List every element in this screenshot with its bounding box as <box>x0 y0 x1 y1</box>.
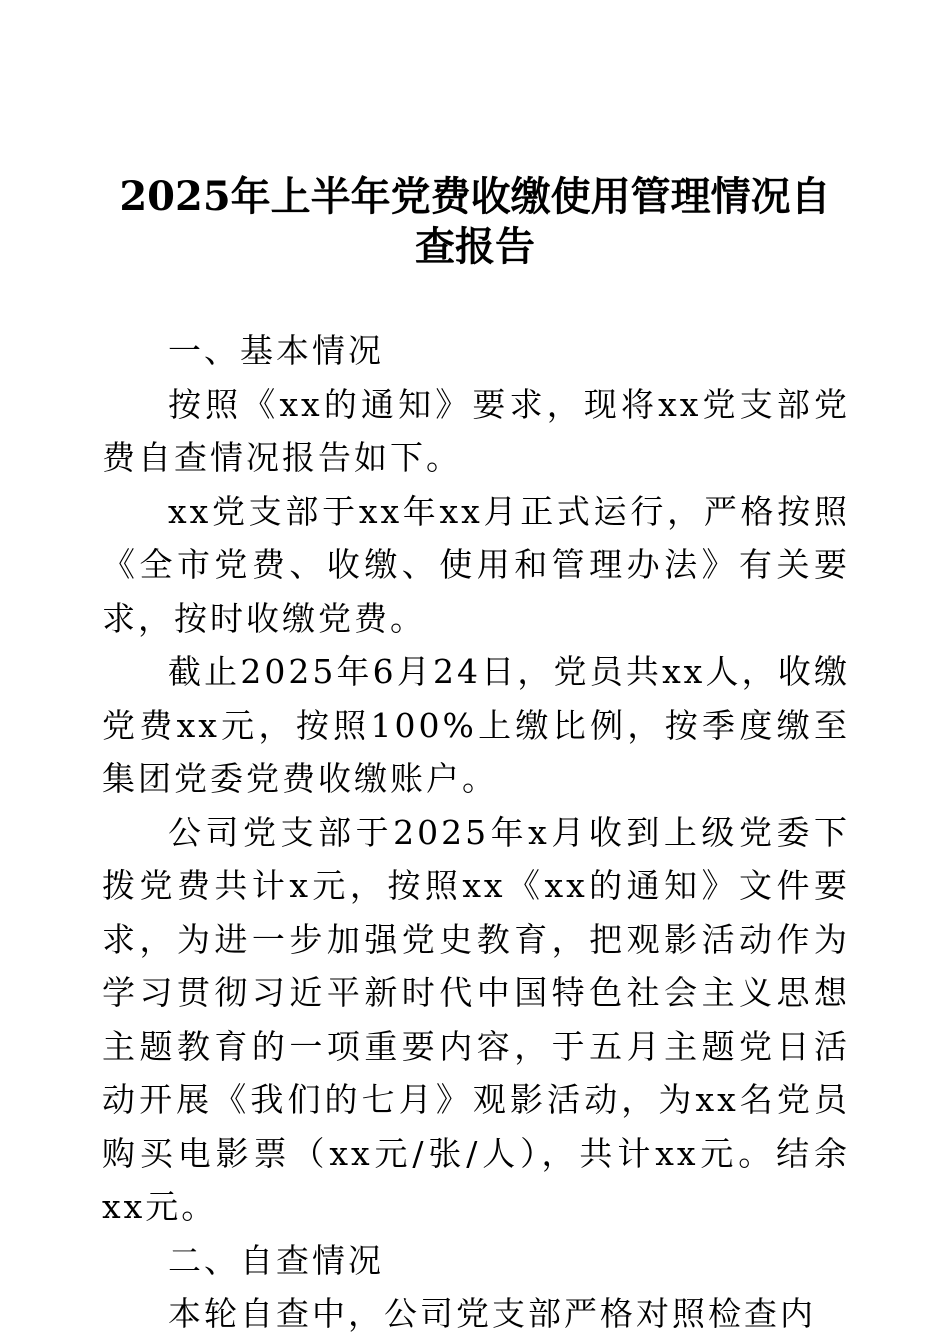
section-heading-basic: 一、基本情况 <box>168 331 384 370</box>
paragraph: 公司党支部于2025年x月收到上级党委下拨党费共计x元，按照xx《xx的通知》文件要求，为进一步加强党史教育，把观影活动作为学习贯彻习近平新时代中国特色社会主义思想主题教育的一项重要内容，于五月主题党日活动开展《我们的七月》观影活动，为xx名党员购买电影票（xx元/张/人），共计xx元。结余xx元。 <box>102 812 850 1226</box>
paragraph: 按照《xx的通知》要求，现将xx党支部党费自查情况报告如下。 <box>102 384 850 477</box>
paragraph: xx党支部于xx年xx月正式运行，严格按照《全市党费、收缴、使用和管理办法》有关要求，按时收缴党费。 <box>102 491 850 638</box>
section-heading-selfcheck: 二、自查情况 <box>168 1240 384 1280</box>
paragraph: 本轮自查中，公司党支部严格对照检查内 <box>168 1294 816 1333</box>
document-body <box>102 324 850 1341</box>
document-title: 2025年上半年党费收缴使用管理情况自查报告 <box>119 173 831 270</box>
paragraph: 截止2025年6月24日，党员共xx人，收缴党费xx元，按照100%上缴比例，按季度缴至集团党委党费收缴账户。 <box>102 652 850 798</box>
